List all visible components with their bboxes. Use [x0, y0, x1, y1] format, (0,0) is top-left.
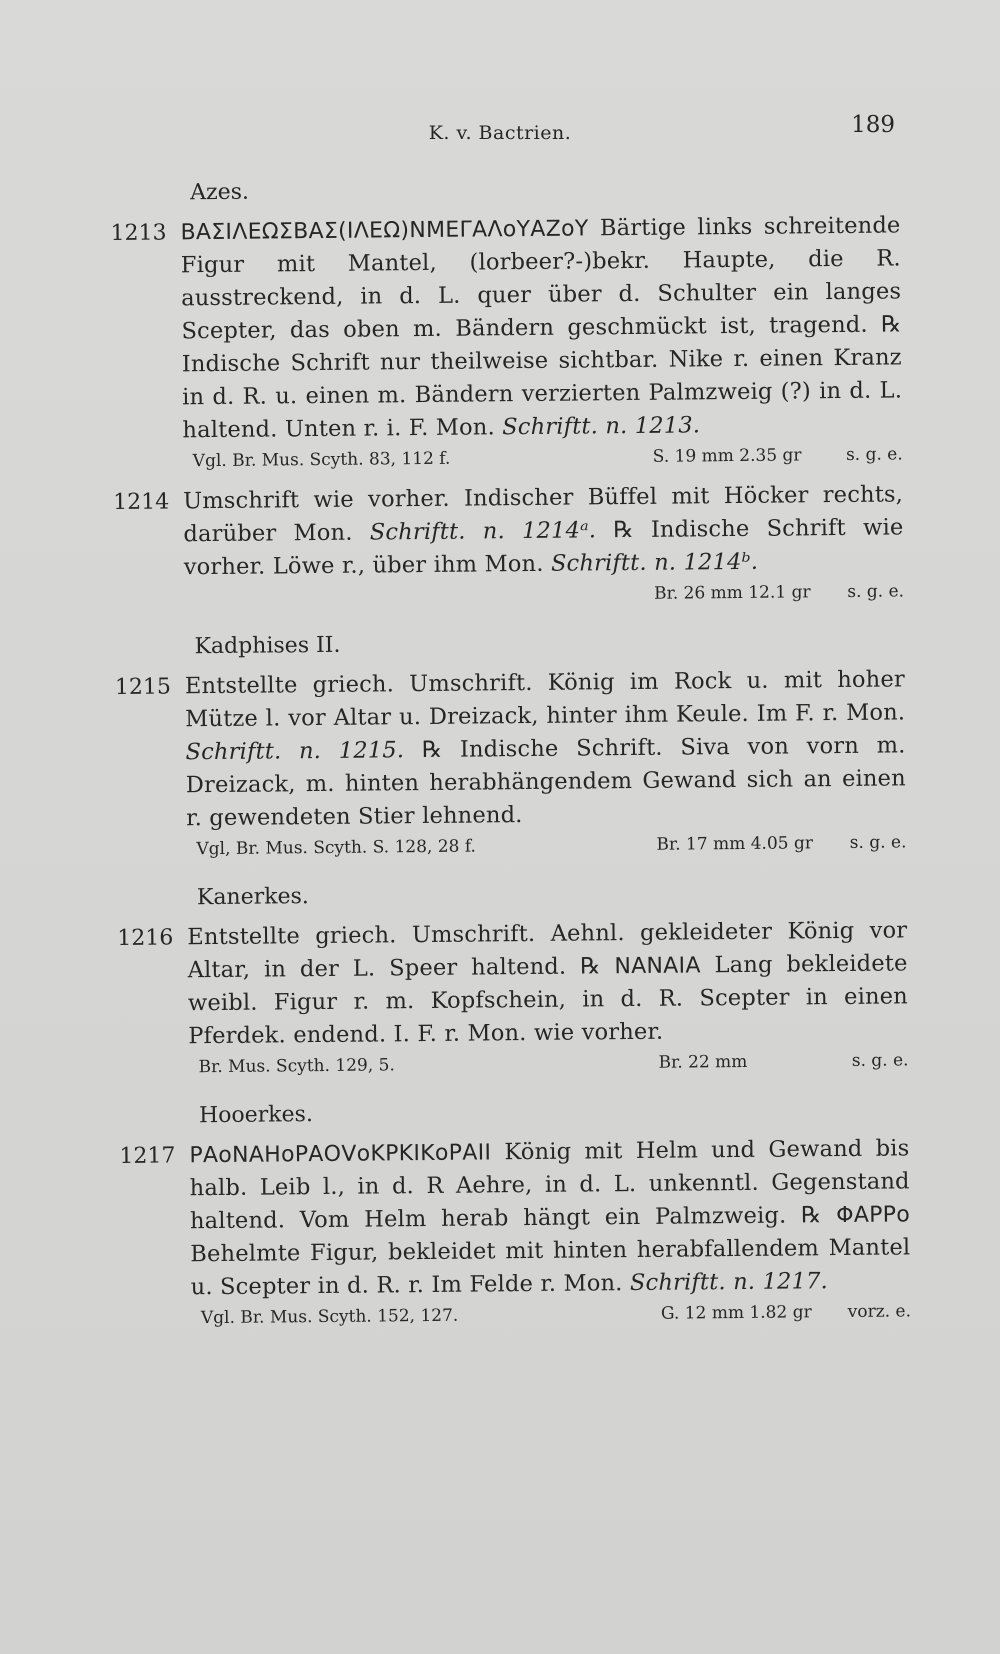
- meta-size-weight: Br. 17 mm 4.05 gr: [656, 833, 814, 855]
- meta-grade: s. g. e.: [851, 1050, 909, 1071]
- entry-description: [187, 914, 908, 1053]
- running-head: K. v. Bactrien.: [428, 122, 572, 144]
- entry-text: König mit Helm und Gewand bis halb. Leib l., in d. R Aehre, in d. L. unkenntl. Gegenstand haltend. Vom Helm herab hängt ein Palmzweig. ℞: [189, 1135, 910, 1235]
- meta-reference: Br. Mus. Scyth. 129, 5.: [198, 1055, 395, 1078]
- ruler-heading-azes: Azes.: [190, 179, 250, 206]
- coin-legend-reverse: ΦΑΡΡο: [836, 1202, 911, 1229]
- meta-size-weight: G. 12 mm 1.82 gr: [660, 1302, 812, 1324]
- entry-number: 1213: [110, 220, 167, 246]
- entry-description: [183, 478, 904, 584]
- entry-number: 1215: [114, 674, 172, 700]
- coin-legend: ΝΑΝΑΙΑ: [614, 953, 701, 980]
- meta-reference: Vgl. Br. Mus. Scyth. 152, 127.: [200, 1305, 459, 1329]
- meta-grade: s. g. e.: [849, 832, 907, 853]
- entry-text-reverse: Behelmte Figur, bekleidet mit hinten herabfallendem Mantel u. Scepter in d. R. r. Im Felde r. Mon.: [190, 1234, 911, 1301]
- meta-size-weight: Br. 26 mm 12.1 gr: [653, 582, 811, 604]
- meta-size-weight: Br. 22 mm: [658, 1051, 748, 1073]
- ruler-heading-kadphises: Kadphises II.: [194, 632, 341, 660]
- catalogue-entry-1214: [113, 478, 904, 613]
- entry-text-reverse: ℞ Indische Schrift. Siva von vorn m. Dreizack, m. hinten herabhängendem Gewand sich an einen r. gewendeten Stier lehnend.: [185, 732, 906, 832]
- entry-reference: Schriftt. n. 1214ᵃ.: [369, 517, 597, 546]
- entry-reference-reverse: Schriftt. n. 1214ᵇ.: [550, 548, 759, 577]
- meta-reference: [194, 580, 654, 612]
- catalogue-entry-1216: [117, 914, 908, 1082]
- entry-number: 1217: [119, 1143, 176, 1169]
- coin-legend: ΡΑοΝΑΗοΡΑΟVοΚΡΚΙΚοΡΑΙΙ: [189, 1140, 492, 1169]
- entry-text: Entstellte griech. Umschrift. Aehnl. gekleideter König vor Altar, in der L. Speer haltend. ℞: [187, 917, 908, 984]
- entry-description: [185, 663, 907, 835]
- catalogue-content: [110, 167, 911, 1333]
- entry-description: [189, 1132, 911, 1304]
- meta-grade: s. g. e.: [845, 444, 903, 465]
- entry-reference-reverse: Schriftt. n. 1217.: [629, 1268, 829, 1297]
- entry-number: 1214: [113, 489, 170, 515]
- entry-description: [180, 209, 902, 447]
- catalogue-entry-1215: [115, 663, 907, 864]
- ruler-heading-kanerkes: Kanerkes.: [196, 884, 309, 911]
- page-number: 189: [851, 112, 895, 138]
- meta-size-weight: S. 19 mm 2.35 gr: [652, 445, 802, 467]
- entry-reference: Schriftt. n. 1215.: [185, 737, 405, 766]
- meta-grade: vorz. e.: [847, 1301, 912, 1322]
- entry-text: Entstellte griech. Umschrift. König im Rock u. mit hoher Mütze l. vor Altar u. Dreizack, hinter ihm Keule. Im F. r. Mon.: [184, 666, 906, 733]
- entry-meta: [193, 440, 903, 475]
- entry-text: Bärtige links schreitende Figur mit Mantel, (lorbeer?-)bekr. Haupte, die R. ausstreckend, in d. L. quer über d. Schulter ein langes Scepter, das oben m. Bändern geschmückt ist, tragend. ℞ Indische Schrift nur theilweise sichtbar. Nike r. einen Kranz in d. R. u. einen m. Bändern verzierten Palmzweig (?) in d. L. haltend. Unten r. i. F. Mon.: [180, 212, 903, 444]
- entry-text: Umschrift wie vorher. Indischer Büffel mit Höcker rechts, darüber Mon.: [183, 481, 904, 548]
- entry-text-reverse: Lang bekleidete weibl. Figur r. m. Kopfschein, in d. R. Scepter in einen Pferdek. endend. I. F. r. Mon. wie vorher.: [187, 950, 909, 1050]
- entry-number: 1216: [117, 925, 174, 951]
- meta-reference: Vgl, Br. Mus. Scyth. S. 128, 28 f.: [196, 836, 476, 860]
- ruler-heading-hooerkes: Hooerkes.: [198, 1102, 314, 1129]
- entry-reference: Schriftt. n. 1213.: [502, 412, 701, 441]
- catalogue-entry-1213: [110, 209, 902, 476]
- catalogue-entry-1217: [119, 1132, 911, 1333]
- meta-grade: s. g. e.: [847, 581, 905, 602]
- entry-text-reverse: ℞ Indische Schrift wie vorher. Löwe r., über ihm Mon.: [183, 514, 904, 581]
- coin-legend: ΒΑΣΙΛΕΩΣΒΑΣ(ΙΛΕΩ)ΝΜΕΓΑΛοΥΑΖοΥ: [180, 216, 589, 246]
- entry-meta: [201, 1297, 911, 1332]
- meta-reference: Vgl. Br. Mus. Scyth. 83, 112 f.: [192, 448, 451, 472]
